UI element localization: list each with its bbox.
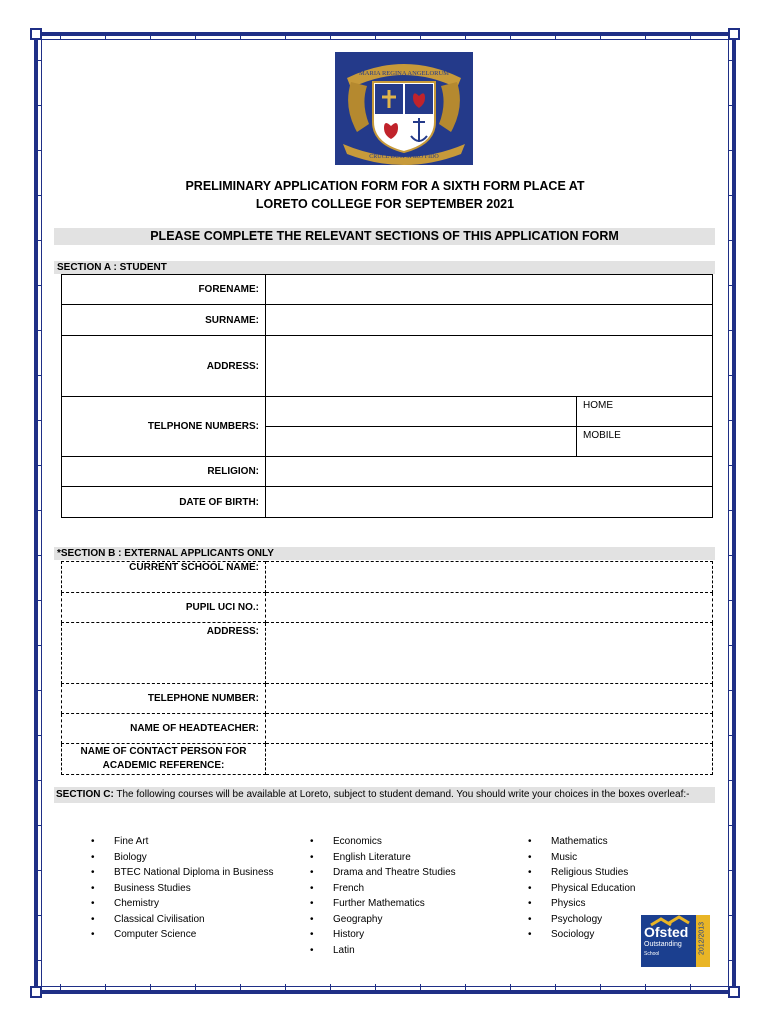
- border-tick: [36, 915, 42, 916]
- forename-field[interactable]: [266, 275, 713, 305]
- border-tick: [36, 465, 42, 466]
- mobile-phone-label: MOBILE: [577, 427, 713, 457]
- border-tick: [728, 195, 734, 196]
- border-tick: [728, 510, 734, 511]
- school-address-field[interactable]: [266, 623, 713, 684]
- border-tick: [728, 285, 734, 286]
- border-tick: [600, 34, 601, 40]
- school-address-label: ADDRESS:: [62, 623, 266, 684]
- section-a-heading: SECTION A : STUDENT: [54, 261, 715, 274]
- telephone-label: TELPHONE NUMBERS:: [62, 397, 266, 457]
- border-tick: [645, 34, 646, 40]
- form-title-line2: LORETO COLLEGE FOR SEPTEMBER 2021: [255, 197, 515, 211]
- ofsted-sub: School: [644, 951, 660, 957]
- section-c-text: The following courses will be available at Loreto, subject to student demand. You should write your choices in the boxes overleaf:-: [113, 789, 690, 800]
- ofsted-badge: [641, 915, 710, 967]
- border-tick: [36, 420, 42, 421]
- crest-motto-top: MARIA REGINA ANGELORUM: [359, 70, 449, 77]
- border-tick: [510, 34, 511, 40]
- border-tick: [36, 195, 42, 196]
- border-tick: [728, 420, 734, 421]
- border-tick: [728, 735, 734, 736]
- course-item: • Religious Studies: [551, 865, 671, 881]
- border-tick: [420, 984, 421, 990]
- course-item: • Music: [551, 850, 671, 866]
- course-item: • History: [333, 927, 523, 943]
- border-tick: [728, 105, 734, 106]
- uci-field[interactable]: [266, 593, 713, 623]
- border-corner: [728, 986, 740, 998]
- border-tick: [60, 34, 61, 40]
- border-tick: [375, 34, 376, 40]
- border-tick: [728, 60, 734, 61]
- border-tick: [728, 645, 734, 646]
- contact-person-label-line2: ACADEMIC REFERENCE:: [102, 760, 225, 771]
- border-tick: [728, 600, 734, 601]
- border-tick: [285, 984, 286, 990]
- border-tick: [465, 34, 466, 40]
- border-tick: [105, 984, 106, 990]
- section-a-table: [61, 274, 713, 518]
- border-tick: [285, 34, 286, 40]
- headteacher-label: NAME OF HEADTEACHER:: [62, 714, 266, 744]
- border-tick: [728, 960, 734, 961]
- border-tick: [36, 690, 42, 691]
- surname-label: SURNAME:: [62, 305, 266, 336]
- border-tick: [36, 825, 42, 826]
- border-tick: [645, 984, 646, 990]
- forename-label: FORENAME:: [62, 275, 266, 305]
- border-tick: [728, 465, 734, 466]
- ofsted-name: Ofsted: [644, 924, 689, 940]
- course-item: • English Literature: [333, 850, 523, 866]
- course-item: • Economics: [333, 834, 523, 850]
- instruction-banner: PLEASE COMPLETE THE RELEVANT SECTIONS OF THIS APPLICATION FORM: [54, 228, 715, 245]
- course-item: • Physical Education: [551, 881, 671, 897]
- border-tick: [728, 915, 734, 916]
- course-list-col2: [310, 834, 523, 958]
- border-tick: [105, 34, 106, 40]
- border-tick: [60, 984, 61, 990]
- form-title-line1: PRELIMINARY APPLICATION FORM FOR A SIXTH FORM PLACE AT: [185, 179, 585, 193]
- ofsted-years: 2012/2013: [698, 921, 706, 956]
- border-tick: [36, 645, 42, 646]
- course-item: • Business Studies: [114, 881, 294, 897]
- course-item: • Computer Science: [114, 927, 294, 943]
- headteacher-field[interactable]: [266, 714, 713, 744]
- dob-field[interactable]: [266, 487, 713, 518]
- border-tick: [36, 555, 42, 556]
- border-tick: [728, 555, 734, 556]
- course-item: • Drama and Theatre Studies: [333, 865, 523, 881]
- border-tick: [195, 984, 196, 990]
- border-tick: [36, 330, 42, 331]
- border-tick: [728, 150, 734, 151]
- border-tick: [36, 150, 42, 151]
- border-tick: [36, 735, 42, 736]
- contact-person-field[interactable]: [266, 744, 713, 775]
- section-b-heading: *SECTION B : EXTERNAL APPLICANTS ONLY: [54, 547, 715, 560]
- border-corner: [30, 986, 42, 998]
- course-item: • Psychology: [551, 912, 671, 928]
- home-phone-label: HOME: [577, 397, 713, 427]
- course-item: • Geography: [333, 912, 523, 928]
- course-item: • Chemistry: [114, 896, 294, 912]
- contact-person-label: [62, 744, 266, 775]
- school-telephone-field[interactable]: [266, 684, 713, 714]
- loreto-crest-logo: [335, 52, 473, 165]
- course-item: • Classical Civilisation: [114, 912, 294, 928]
- border-tick: [36, 870, 42, 871]
- course-list-col1: [91, 834, 294, 943]
- border-tick: [150, 34, 151, 40]
- border-tick: [36, 780, 42, 781]
- border-tick: [600, 984, 601, 990]
- school-name-label: CURRENT SCHOOL NAME:: [62, 562, 266, 593]
- border-tick: [36, 960, 42, 961]
- border-tick: [465, 984, 466, 990]
- surname-field[interactable]: [266, 305, 713, 336]
- address-field[interactable]: [266, 336, 713, 397]
- border-tick: [728, 330, 734, 331]
- border-tick: [36, 60, 42, 61]
- border-tick: [240, 984, 241, 990]
- border-tick: [36, 240, 42, 241]
- border-tick: [36, 375, 42, 376]
- border-tick: [728, 870, 734, 871]
- course-item: • Sociology: [551, 927, 671, 943]
- border-tick: [36, 600, 42, 601]
- dob-label: DATE OF BIRTH:: [62, 487, 266, 518]
- mobile-phone-field[interactable]: [266, 427, 577, 457]
- section-c-intro: [54, 787, 715, 803]
- border-corner: [30, 28, 42, 40]
- address-label: ADDRESS:: [62, 336, 266, 397]
- section-c-heading: SECTION C:: [56, 789, 114, 800]
- home-phone-field[interactable]: [266, 397, 577, 427]
- uci-label: PUPIL UCI NO.:: [62, 593, 266, 623]
- border-tick: [555, 984, 556, 990]
- border-tick: [36, 510, 42, 511]
- school-telephone-label: TELEPHONE NUMBER:: [62, 684, 266, 714]
- border-tick: [728, 690, 734, 691]
- course-item: • Latin: [333, 943, 523, 959]
- border-tick: [375, 984, 376, 990]
- border-tick: [728, 240, 734, 241]
- border-tick: [510, 984, 511, 990]
- course-item: • French: [333, 881, 523, 897]
- course-item: • Further Mathematics: [333, 896, 523, 912]
- course-item: • Biology: [114, 850, 294, 866]
- contact-person-label-line1: NAME OF CONTACT PERSON FOR: [80, 746, 247, 757]
- religion-label: RELIGION:: [62, 457, 266, 487]
- border-corner: [728, 28, 740, 40]
- crest-motto-bottom: CRUCE DUM SPIRO FIDO: [369, 154, 439, 160]
- course-item: • Fine Art: [114, 834, 294, 850]
- course-item: • Mathematics: [551, 834, 671, 850]
- border-tick: [36, 105, 42, 106]
- border-tick: [330, 34, 331, 40]
- ofsted-rating: Outstanding: [644, 941, 682, 948]
- school-name-field[interactable]: [266, 562, 713, 593]
- border-tick: [690, 34, 691, 40]
- border-tick: [195, 34, 196, 40]
- border-tick: [150, 984, 151, 990]
- border-tick: [420, 34, 421, 40]
- course-item: • BTEC National Diploma in Business: [114, 865, 294, 881]
- border-tick: [728, 780, 734, 781]
- border-tick: [330, 984, 331, 990]
- border-tick: [36, 285, 42, 286]
- border-tick: [728, 825, 734, 826]
- section-b-table: [61, 561, 713, 775]
- course-item: • Physics: [551, 896, 671, 912]
- border-tick: [555, 34, 556, 40]
- border-tick: [728, 375, 734, 376]
- religion-field[interactable]: [266, 457, 713, 487]
- border-tick: [240, 34, 241, 40]
- border-tick: [690, 984, 691, 990]
